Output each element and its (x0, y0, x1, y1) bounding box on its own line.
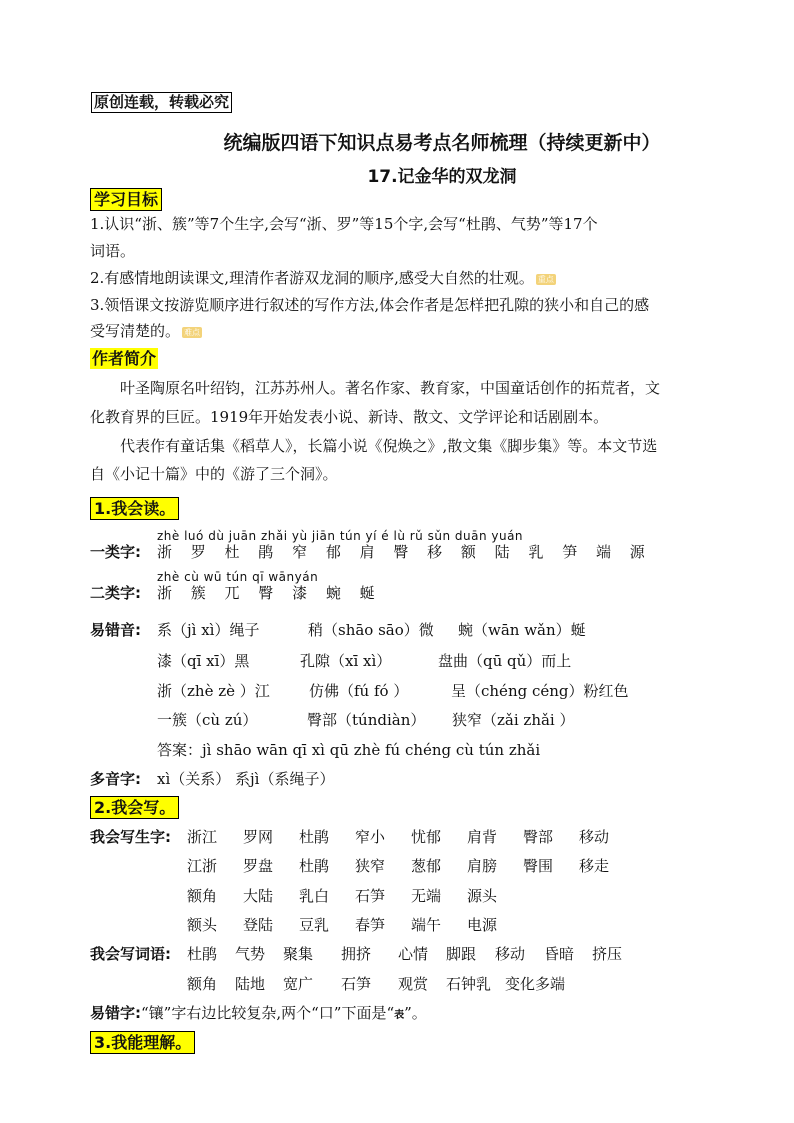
mistake-end: ”。 (404, 1004, 427, 1022)
goal-1-line1: 1.认识“浙、簇”等7个生字,会写“浙、罗”等15个字,会写“杜鹃、气势”等17个 (90, 215, 598, 233)
goal-3-text: 受写清楚的。 (90, 322, 181, 340)
goal-3-line1: 3.领悟课文按游览顺序进行叙述的写作方法,体会作者是怎样把孔隙的狭小和自己的感 (90, 296, 650, 314)
polyphone-text: xì（关系） 系jì（系绳子） (157, 770, 335, 788)
confusing-label: 易错音: (90, 621, 141, 639)
write-word: 聚集 (283, 945, 314, 963)
write-heading: 2.我会写。 (90, 796, 179, 819)
goal-2-text: 2.有感情地朗读课文,理清作者游双龙洞的顺序,感受大自然的壮观。 (90, 269, 534, 287)
understand-heading: 3.我能理解。 (90, 1031, 195, 1054)
write-word: 移动 (495, 945, 526, 963)
write-word: 罗网 (243, 828, 274, 846)
write-word: 浙江 (187, 828, 218, 846)
write-chars-label: 我会写生字: (90, 828, 171, 846)
confusing-row-3 (157, 680, 629, 701)
read-heading: 1.我会读。 (90, 497, 179, 520)
author-para2-line2: 自《小记十篇》中的《游了三个洞》。 (90, 465, 338, 483)
confusing-item: 浙（zhè zè ）江 (157, 682, 270, 700)
class2-label: 二类字: (90, 584, 141, 602)
write-word: 移走 (579, 857, 610, 875)
write-word: 狭窄 (355, 857, 386, 875)
copyright-notice: 原创连载，转载必究 (91, 92, 232, 113)
class2-pinyin: zhè cù wū tún qī wānyán (157, 570, 319, 584)
confusing-item: 漆（qī xī）黑 (157, 652, 250, 670)
page-title: 统编版四语下知识点易考点名师梳理（持续更新中） (223, 132, 661, 154)
write-word: 额头 (187, 916, 218, 934)
write-word: 昏暗 (544, 945, 575, 963)
write-word: 豆乳 (299, 916, 330, 934)
write-word: 观赏 (398, 975, 429, 993)
author-heading: 作者简介 (92, 349, 157, 368)
write-word: 大陆 (243, 887, 274, 905)
write-word: 江浙 (187, 857, 218, 875)
write-word: 窄小 (355, 828, 386, 846)
write-word: 源头 (467, 887, 498, 905)
write-words-row-2 (187, 973, 565, 994)
class2-chars: 浙 簇 兀 臀 漆 蜿 蜒 (157, 584, 382, 602)
write-word: 陆地 (235, 975, 266, 993)
author-para1-line2: 化教育界的巨匠。1919年开始发表小说、新诗、散文、文学评论和话剧剧本。 (90, 408, 609, 426)
write-word: 臀部 (523, 828, 554, 846)
answer-line: 答案：jì shāo wān qī xì qū zhè fú chéng cù tún zhǎi (157, 741, 541, 759)
confusing-row-1 (157, 619, 586, 640)
mistake-text: “镶”字右边比较复杂,两个“口”下面是“ (141, 1004, 395, 1022)
write-word: 额角 (187, 975, 218, 993)
write-chars-row-3 (187, 885, 497, 906)
write-word: 春笋 (355, 916, 386, 934)
confusing-item: 一簇（cù zú） (157, 711, 258, 729)
write-chars-row-1 (187, 826, 609, 847)
class1-label: 一类字: (90, 543, 141, 561)
class1-pinyin: zhè luó dù juān zhǎi yù jiān tún yí é lù rǔ sǔn duān yuán (157, 529, 524, 543)
confusing-item: 盘曲（qū qǔ）而上 (438, 652, 572, 670)
write-word: 忧郁 (411, 828, 442, 846)
write-word: 石笋 (341, 975, 372, 993)
confusing-item: 系（jì xì）绳子 (157, 621, 260, 639)
mistake-line (90, 1002, 427, 1023)
goals-heading: 学习目标 (90, 188, 162, 211)
write-word: 肩膀 (467, 857, 498, 875)
write-word: 杜鹃 (299, 857, 330, 875)
write-chars-row-2 (187, 855, 609, 876)
write-word: 登陆 (243, 916, 274, 934)
confusing-item: 稍（shāo sāo）微 (308, 621, 434, 639)
write-words-row-1 (187, 943, 622, 964)
write-word: 石钟乳 (446, 975, 492, 993)
write-word: 宽广 (283, 975, 314, 993)
polyphone-label: 多音字: (90, 770, 141, 788)
write-word: 石笋 (355, 887, 386, 905)
author-para1-line1: 叶圣陶原名叶绍钧，江苏苏州人。著名作家、教育家，中国童话创作的拓荒者，文 (120, 379, 661, 397)
write-word: 乳白 (299, 887, 330, 905)
write-word: 移动 (579, 828, 610, 846)
confusing-row-2 (157, 650, 571, 671)
write-chars-row-4 (187, 914, 497, 935)
confusing-item: 蜿（wān wǎn）蜒 (458, 621, 586, 639)
write-words-label: 我会写词语: (90, 945, 171, 963)
write-word: 肩背 (467, 828, 498, 846)
write-word: 气势 (235, 945, 266, 963)
write-word: 拥挤 (341, 945, 372, 963)
goal-2 (90, 268, 556, 288)
confusing-row-4 (157, 709, 574, 730)
write-word: 脚跟 (446, 945, 477, 963)
lesson-title: 17.记金华的双龙洞 (367, 167, 517, 187)
write-word: 臀围 (523, 857, 554, 875)
write-word: 无端 (411, 887, 442, 905)
mistake-glyph: 表 (394, 1010, 405, 1021)
confusing-item: 仿佛（fú fó ） (309, 682, 409, 700)
confusing-item: 呈（chéng céng）粉红色 (451, 682, 629, 700)
confusing-item: 孔隙（xī xì） (300, 652, 392, 670)
mistake-label: 易错字: (90, 1004, 141, 1022)
author-para2-line1: 代表作有童话集《稻草人》，长篇小说《倪焕之》,散文集《脚步集》等。本文节选 (120, 437, 658, 455)
goal-1-line2: 词语。 (90, 242, 136, 260)
write-word: 额角 (187, 887, 218, 905)
write-word: 杜鹃 (187, 945, 218, 963)
confusing-item: 狭窄（zǎi zhǎi ） (452, 711, 575, 729)
write-word: 罗盘 (243, 857, 274, 875)
write-word: 心情 (398, 945, 429, 963)
goal-3-line2 (90, 321, 202, 341)
write-word: 杜鹃 (299, 828, 330, 846)
write-word: 变化多端 (505, 975, 566, 993)
class1-chars: 浙 罗 杜 鹃 窄 郁 肩 臀 移 额 陆 乳 笋 端 源 (157, 543, 652, 561)
difficulty-tag: 难点 (184, 327, 201, 337)
write-word: 葱郁 (411, 857, 442, 875)
key-point-tag: 重点 (537, 274, 554, 284)
write-word: 挤压 (592, 945, 623, 963)
confusing-item: 臀部（túndiàn） (307, 711, 426, 729)
write-word: 电源 (467, 916, 498, 934)
write-word: 端午 (411, 916, 442, 934)
